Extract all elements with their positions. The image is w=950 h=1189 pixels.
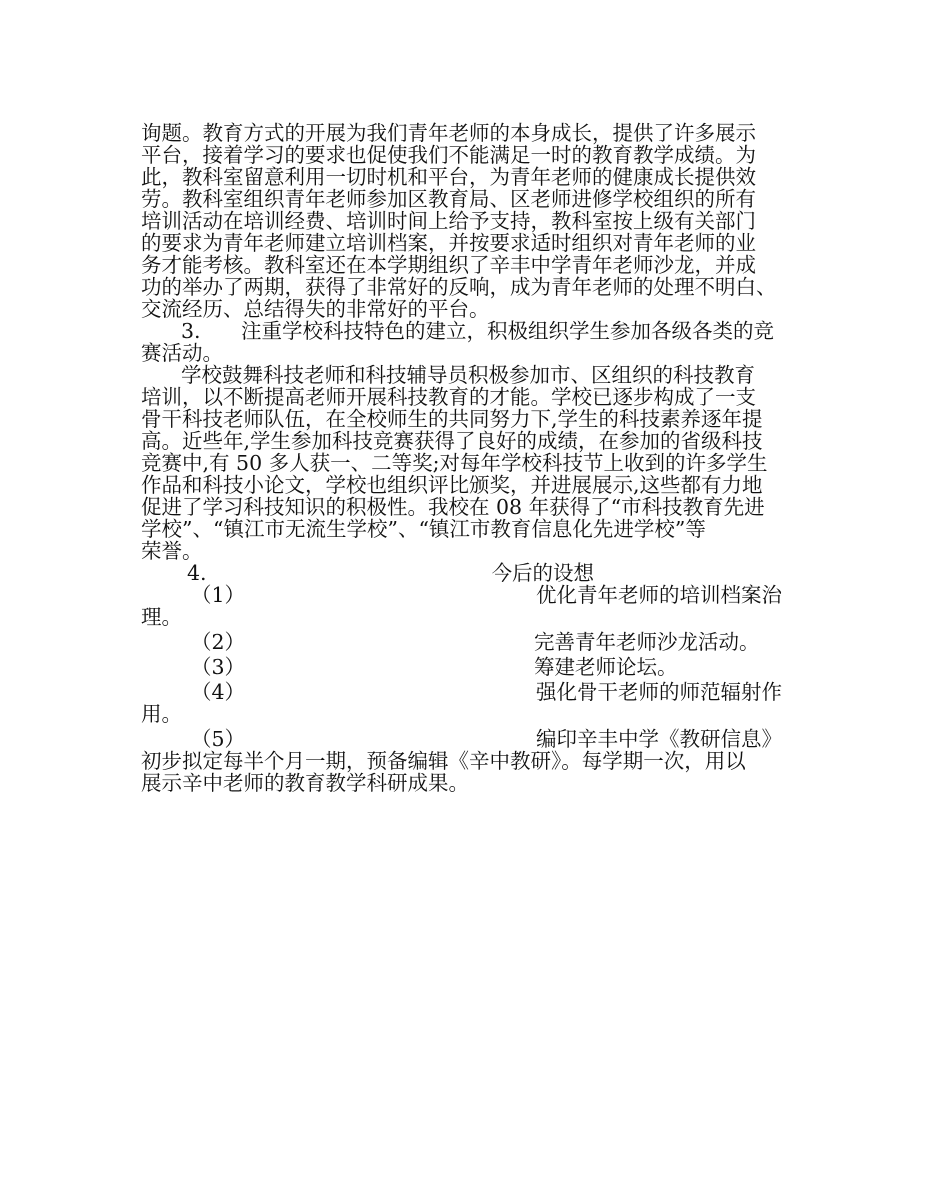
text-line: 培训，以不断提高老师开展科技教育的才能。学校已逐步构成了一支 (141, 385, 756, 409)
subitem-list (141, 584, 821, 750)
text-line: 培训活动在培训经费、培训时间上给予支持，教科室按上级有关部门 (141, 209, 756, 233)
text-line: 骨干科技老师队伍，在全校师生的共同努力下,学生的科技素养逐年提 (141, 407, 763, 431)
list-item-number: （1） (191, 583, 246, 607)
list-item-text: 筹建老师论坛。 (534, 655, 678, 679)
text-line: 荣誉。 (141, 539, 203, 563)
list-item (141, 728, 821, 750)
text-line: 功的举办了两期，获得了非常好的反响，成为青年老师的处理不明白、 (141, 275, 777, 299)
numbered-item-4 (141, 562, 821, 584)
list-item (141, 681, 821, 725)
text-line: 平台，接着学习的要求也促使我们不能满足一时的教育教学成绩。为 (141, 143, 756, 167)
numbered-item-3 (141, 320, 821, 364)
document-body (141, 122, 821, 794)
list-item (141, 656, 821, 678)
item-heading: 注重学校科技特色的建立，积极组织学生参加各级各类的竞 (241, 319, 774, 343)
section-title: 今后的设想 (491, 561, 595, 585)
list-item-text: 编印辛丰中学《教研信息》 (536, 727, 782, 751)
text-line: 交流经历、总结得失的非常好的平台。 (141, 297, 490, 321)
text-line: 赛活动。 (141, 341, 223, 365)
list-item-number: （5） (191, 727, 246, 751)
list-item-number: （3） (191, 655, 246, 679)
text-line: 展示辛中老师的教育教学科研成果。 (141, 771, 469, 795)
text-line: 促进了学习科技知识的积极性。我校在 08 年获得了“市科技教育先进 (141, 495, 765, 519)
list-item-number: （4） (191, 680, 246, 704)
list-item (141, 584, 821, 628)
list-item-continuation: 理。 (141, 605, 182, 629)
closing-paragraph (141, 750, 821, 794)
paragraph-2 (141, 364, 821, 562)
list-item (141, 631, 821, 653)
item-number: 3. (181, 319, 201, 343)
text-line: 务才能考核。教科室还在本学期组织了辛丰中学青年老师沙龙，并成 (141, 253, 756, 277)
list-item-text: 完善青年老师沙龙活动。 (534, 630, 760, 654)
text-line: 作品和科技小论文，学校也组织评比颁奖，并进展展示,这些都有力地 (141, 473, 763, 497)
text-line: 学校”、“镇江市无流生学校”、“镇江市教育信息化先进学校”等 (141, 517, 706, 541)
list-item-number: （2） (191, 630, 246, 654)
list-item-text: 强化骨干老师的师范辐射作 (536, 680, 782, 704)
text-line: 此，教科室留意利用一切时机和平台，为青年老师的健康成长提供效 (141, 165, 756, 189)
text-line: 劳。教科室组织青年老师参加区教育局、区老师进修学校组织的所有 (141, 187, 756, 211)
text-line: 初步拟定每半个月一期，预备编辑《辛中教研》。每学期一次，用以 (141, 749, 746, 773)
text-line: 高。近些年,学生参加科技竞赛获得了良好的成绩，在参加的省级科技 (141, 429, 763, 453)
list-item-continuation: 用。 (141, 702, 182, 726)
text-line: 学校鼓舞科技老师和科技辅导员积极参加市、区组织的科技教育 (181, 363, 755, 387)
list-item-text: 优化青年老师的培训档案治 (536, 583, 782, 607)
text-line: 竞赛中,有 50 多人获一、二等奖;对每年学校科技节上收到的许多学生 (141, 451, 768, 475)
paragraph-1 (141, 122, 821, 320)
item-number: 4. (187, 561, 207, 585)
text-line: 的要求为青年老师建立培训档案，并按要求适时组织对青年老师的业 (141, 231, 756, 255)
text-line: 询题。教育方式的开展为我们青年老师的本身成长，提供了许多展示 (141, 121, 756, 145)
